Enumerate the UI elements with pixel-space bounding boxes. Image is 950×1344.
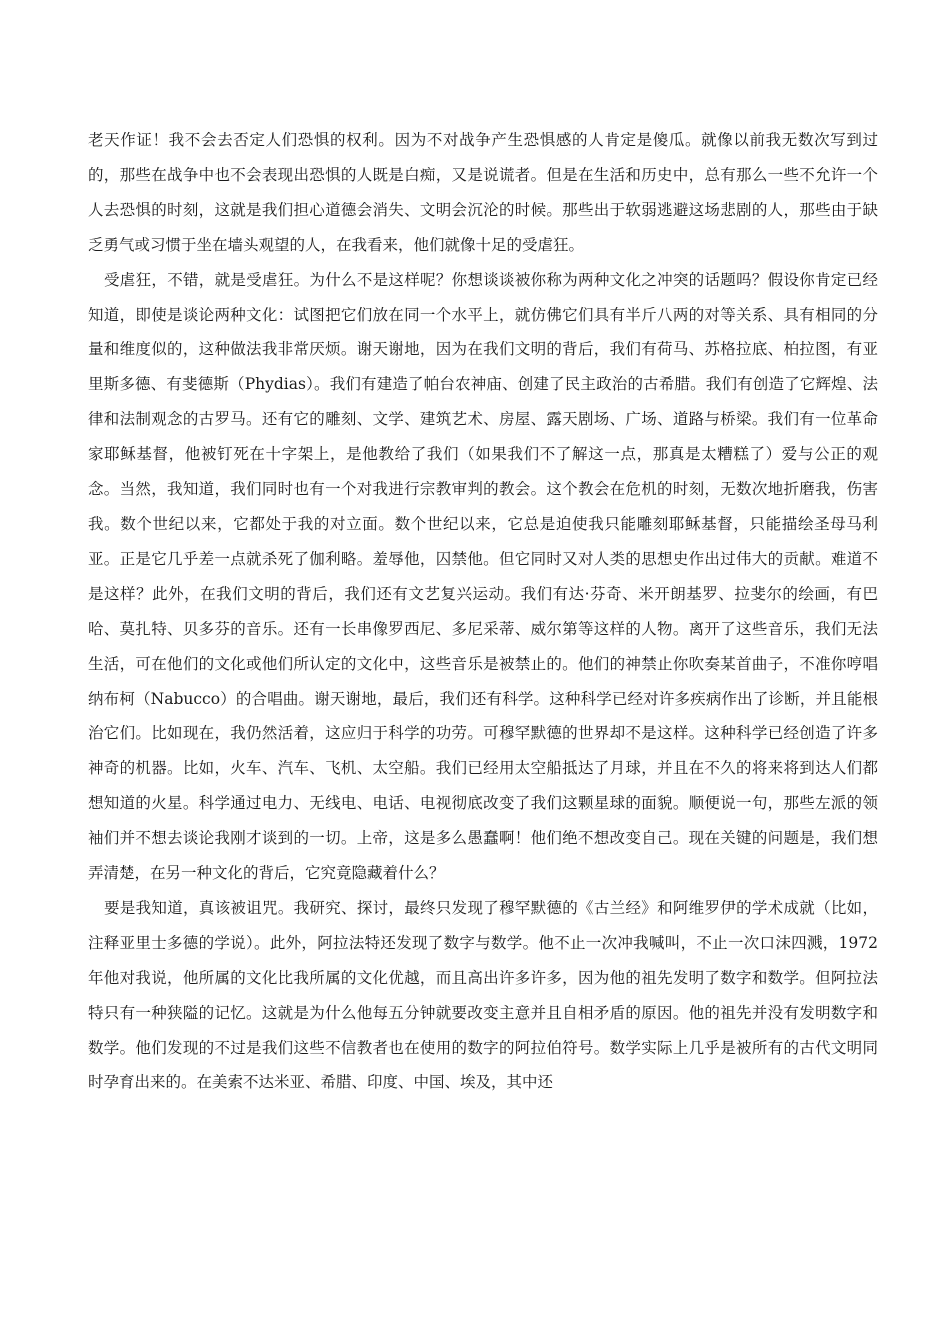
paragraph-1: 老天作证！我不会去否定人们恐惧的权利。因为不对战争产生恐惧感的人肯定是傻瓜。就像以前我无数次写到过的，那些在战争中也不会表现出恐惧的人既是白痴，又是说谎者。但是在生活和历史中，总有那么一些不允许一个人去恐惧的时刻，这就是我们担心道德会消失、文明会沉沦的时候。那些出于软弱逃避这场悲剧的人，那些由于缺乏勇气或习惯于坐在墙头观望的人，在我看来，他们就像十足的受虐狂。 xyxy=(88,131,878,254)
document-page xyxy=(88,123,878,1100)
paragraph-2: 受虐狂，不错，就是受虐狂。为什么不是这样呢？你想谈谈被你称为两种文化之冲突的话题吗？假设你肯定已经知道，即使是谈论两种文化：试图把它们放在同一个水平上，就仿佛它们具有半斤八两的对等关系、具有相同的分量和维度似的，这种做法我非常厌烦。谢天谢地，因为在我们文明的背后，我们有荷马、苏格拉底、柏拉图，有亚里斯多德、有斐德斯（Phydias）。我们有建造了帕台农神庙、创建了民主政治的古希腊。我们有创造了它辉煌、法律和法制观念的古罗马。还有它的雕刻、文学、建筑艺术、房屋、露天剧场、广场、道路与桥梁。我们有一位革命家耶稣基督，他被钉死在十字架上，是他教给了我们（如果我们不了解这一点，那真是太糟糕了）爱与公正的观念。当然，我知道，我们同时也有一个对我进行宗教审判的教会。这个教会在危机的时刻，无数次地折磨我，伤害我。数个世纪以来，它都处于我的对立面。数个世纪以来，它总是迫使我只能雕刻耶稣基督，只能描绘圣母马利亚。正是它几乎差一点就杀死了伽利略。羞辱他，囚禁他。但它同时又对人类的思想史作出过伟大的贡献。难道不是这样？此外，在我们文明的背后，我们还有文艺复兴运动。我们有达·芬奇、米开朗基罗、拉斐尔的绘画，有巴哈、莫扎特、贝多芬的音乐。还有一长串像罗西尼、多尼采蒂、威尔第等这样的人物。离开了这些音乐，我们无法生活，可在他们的文化或他们所认定的文化中，这些音乐是被禁止的。他们的神禁止你吹奏某首曲子，不准你哼唱纳布柯（Nabucco）的合唱曲。谢天谢地，最后，我们还有科学。这种科学已经对许多疾病作出了诊断，并且能根治它们。比如现在，我仍然活着，这应归于科学的功劳。可穆罕默德的世界却不是这样。这种科学已经创造了许多神奇的机器。比如，火车、汽车、飞机、太空船。我们已经用太空船抵达了月球，并且在不久的将来将到达人们都想知道的火星。科学通过电力、无线电、电话、电视彻底改变了我们这颗星球的面貌。顺便说一句，那些左派的领袖们并不想去谈论我刚才谈到的一切。上帝，这是多么愚蠢啊！他们绝不想改变自己。现在关键的问题是，我们想弄清楚，在另一种文化的背后，它究竟隐藏着什么？ xyxy=(88,270,878,883)
paragraph-3: 要是我知道，真该被诅咒。我研究、探讨，最终只发现了穆罕默德的《古兰经》和阿维罗伊的学术成就（比如，注释亚里士多德的学说）。此外，阿拉法特还发现了数字与数学。他不止一次冲我喊叫，不止一次口沫四溅，1972 年他对我说，他所属的文化比我所属的文化优越，而且高出许多许多，因为他的祖先发明了数字和数学。但阿拉法特只有一种狭隘的记忆。这就是为什么他每五分钟就要改变主意并且自相矛盾的原因。他的祖先并没有发明数字和数学。他们发现的不过是我们这些不信教者也在使用的数字的阿拉伯符号。数学实际上几乎是被所有的古代文明同时孕育出来的。在美索不达米亚、希腊、印度、中国、埃及，其中还 xyxy=(88,898,878,1092)
